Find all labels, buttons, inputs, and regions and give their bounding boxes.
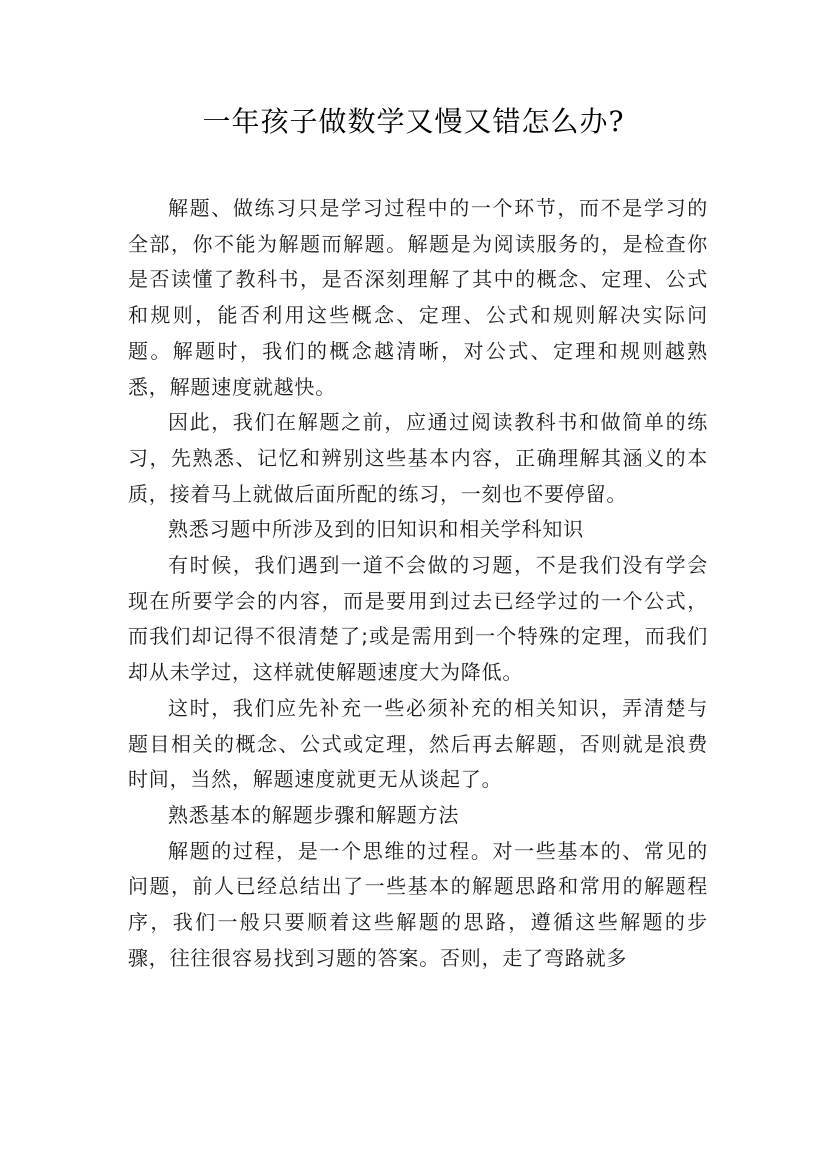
page-title: 一年孩子做数学又慢又错怎么办? — [202, 105, 625, 138]
subheading-basic-steps: 熟悉基本的解题步骤和解题方法 — [168, 802, 460, 827]
paragraph-process: 解题的过程，是一个思维的过程。对一些基本的、常见的问题，前人已经总结出了一些基本的解题思路和常用的解题程序，我们一般只要顺着这些解题的思路，遵循这些解题的步骤，往往很容易找到习题的答案。否则，走了弯路就多 — [128, 838, 708, 970]
subheading-old-knowledge: 熟悉习题中所涉及到的旧知识和相关学科知识 — [168, 517, 584, 542]
paragraph-supplement: 这时，我们应先补充一些必须补充的相关知识，弄清楚与题目相关的概念、公式或定理，然后再去解题，否则就是浪费时间，当然，解题速度就更无从谈起了。 — [128, 695, 708, 792]
paragraph-sometimes: 有时候，我们遇到一道不会做的习题，不是我们没有学会现在所要学会的内容，而是要用到过去已经学过的一个公式，而我们却记得不很清楚了;或是需用到一个特殊的定理，而我们却从未学过，这样就使解题速度大为降低。 — [128, 553, 708, 685]
paragraph-therefore: 因此，我们在解题之前，应通过阅读教科书和做简单的练习，先熟悉、记忆和辨别这些基本内容，正确理解其涵义的本质，接着马上就做后面所配的练习，一刻也不要停留。 — [128, 410, 708, 506]
article-body — [128, 191, 708, 976]
paragraph-intro: 解题、做练习只是学习过程中的一个环节，而不是学习的全部，你不能为解题而解题。解题是为阅读服务的，是检查你是否读懂了教科书，是否深刻理解了其中的概念、定理、公式和规则，能否利用这些概念、定理、公式和规则解决实际问题。解题时，我们的概念越清晰，对公式、定理和规则越熟悉，解题速度就越快。 — [128, 196, 708, 399]
